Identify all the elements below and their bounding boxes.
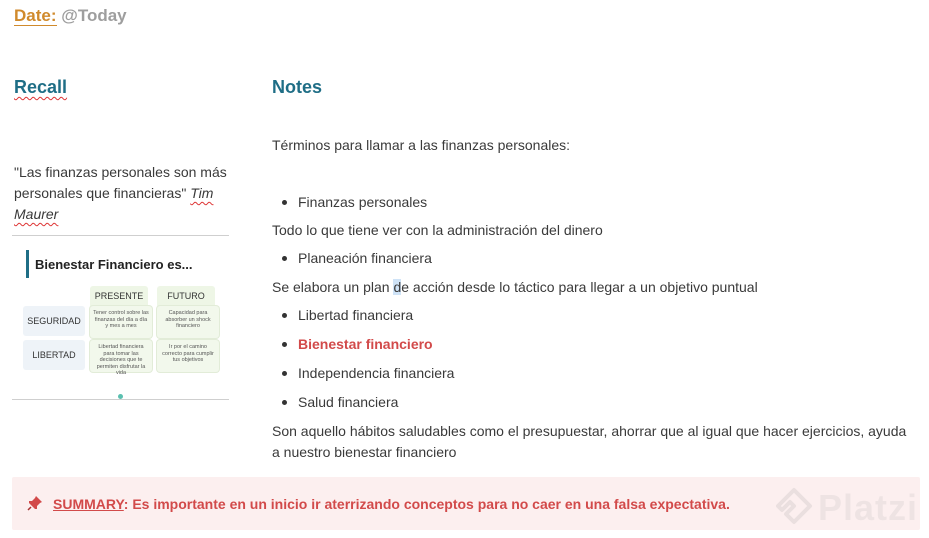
summary-label: SUMMARY	[53, 496, 124, 512]
text-run: Se elabora un plan	[272, 279, 394, 295]
summary-body: : Es importante en un inicio ir aterrizando conceptos para no caer en una falsa expectativa.	[123, 496, 730, 512]
list-item-text: Libertad financiera	[298, 307, 414, 323]
bullet-icon	[282, 371, 287, 376]
date-value[interactable]: @Today	[61, 6, 127, 25]
date-label: Date:	[14, 6, 57, 25]
quote-author: Tim Maurer	[14, 185, 214, 222]
notes-intro: Términos para llamar a las finanzas personales:	[272, 137, 571, 153]
slide-accent-bar	[26, 250, 29, 278]
recall-quote	[14, 162, 229, 225]
platzi-watermark	[774, 483, 924, 533]
notes-paragraph: Todo lo que tiene ver con la administración del dinero	[272, 222, 603, 238]
bullet-icon	[282, 313, 287, 318]
date-property	[14, 6, 127, 26]
slide-cell: Libertad financiera para tomar las decisiones que te permiten disfrutar la vida	[90, 340, 152, 372]
slide-column-future: FUTURO	[157, 286, 215, 306]
text-run: e acción desde lo táctico para llegar a un objetivo puntual	[401, 279, 758, 295]
notes-paragraph	[272, 277, 758, 297]
slide-cell: Ir por el camino correcto para cumplir tus objetivos	[157, 340, 219, 372]
notes-paragraph: a nuestro bienestar financiero	[272, 444, 457, 460]
platzi-logo-icon	[774, 487, 814, 527]
notes-paragraph: Son aquello hábitos saludables como el presupuestar, ahorrar que al igual que hacer ejercicios, ayuda	[272, 423, 907, 439]
quote-text: "Las finanzas personales son más personales que financieras"	[14, 164, 227, 201]
bullet-icon	[282, 200, 287, 205]
bullet-icon	[282, 342, 287, 347]
list-item-text: Salud financiera	[298, 394, 399, 410]
list-item-text: Independencia financiera	[298, 365, 455, 381]
slide-cell: Capacidad para absorber un shock financiero	[157, 306, 219, 338]
slide-image[interactable]	[12, 235, 229, 400]
summary-text	[53, 496, 730, 512]
slide-cell: Tener control sobre las finanzas del día a día y mes a mes	[90, 306, 152, 338]
list-item-text: Finanzas personales	[298, 194, 428, 210]
text-selection: d	[393, 279, 402, 295]
slide-title: Bienestar Financiero es...	[35, 257, 193, 272]
slide-pager-dot	[118, 394, 123, 399]
recall-heading: Recall	[14, 77, 68, 97]
pushpin-icon	[27, 495, 43, 511]
notes-heading: Notes	[272, 77, 323, 97]
slide-row-freedom: LIBERTAD	[23, 340, 85, 370]
list-item-text: Bienestar financiero	[298, 336, 433, 352]
list-item-text: Planeación financiera	[298, 250, 432, 266]
slide-column-present: PRESENTE	[90, 286, 148, 306]
slide-row-security: SEGURIDAD	[23, 306, 85, 336]
bullet-icon	[282, 256, 287, 261]
watermark-text: Platzi	[818, 487, 919, 528]
bullet-icon	[282, 400, 287, 405]
